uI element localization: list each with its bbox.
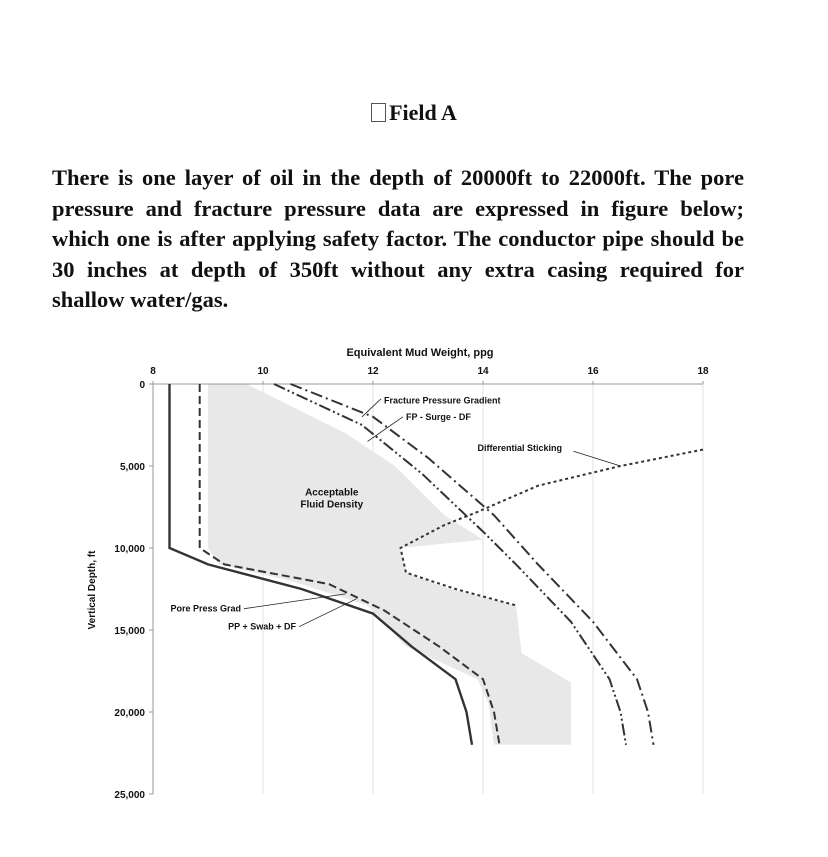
annotation-leader [574,451,621,466]
annotation-leader [244,594,346,609]
annotation-label: Fracture Pressure Gradient [384,395,501,406]
annotation-label: PP + Swab + DF [228,621,296,632]
y-axis-label: Vertical Depth, ft [87,550,98,630]
annotation-label: FP - Surge - DF [406,411,471,422]
mud-weight-chart [0,330,828,840]
empty-box-icon [371,103,386,122]
chart-title: Equivalent Mud Weight, ppg [346,347,494,359]
y-tick-label: 20,000 [114,708,145,719]
x-tick-label: 16 [587,366,599,377]
annotation-label: Pore Press Grad [170,603,241,614]
x-tick-label: 8 [150,366,156,377]
y-tick-label: 10,000 [114,544,145,555]
region-label: Fluid Density [300,499,364,511]
x-tick-label: 10 [257,366,269,377]
x-tick-label: 12 [367,366,379,377]
annotation-label: Differential Sticking [477,442,563,453]
x-tick-label: 14 [477,366,489,377]
problem-statement: There is one layer of oil in the depth of 20000ft to 22000ft. The pore pressure and fracture pressure data are expressed in figure below; which one is after applying safety factor. The conductor pipe should be 30 inches at depth of 350ft without any extra casing required for shallow water/gas. [52,165,744,312]
y-tick-label: 5,000 [119,462,145,473]
heading-text: Field A [389,100,457,125]
annotation-leader [299,599,357,627]
annotation-leader [362,399,381,417]
y-tick-label: 15,000 [114,626,145,637]
y-tick-label: 0 [139,380,145,391]
region-label: Acceptable [305,487,359,499]
section-heading [0,100,828,126]
x-tick-label: 18 [697,366,709,377]
y-tick-label: 25,000 [114,790,145,801]
